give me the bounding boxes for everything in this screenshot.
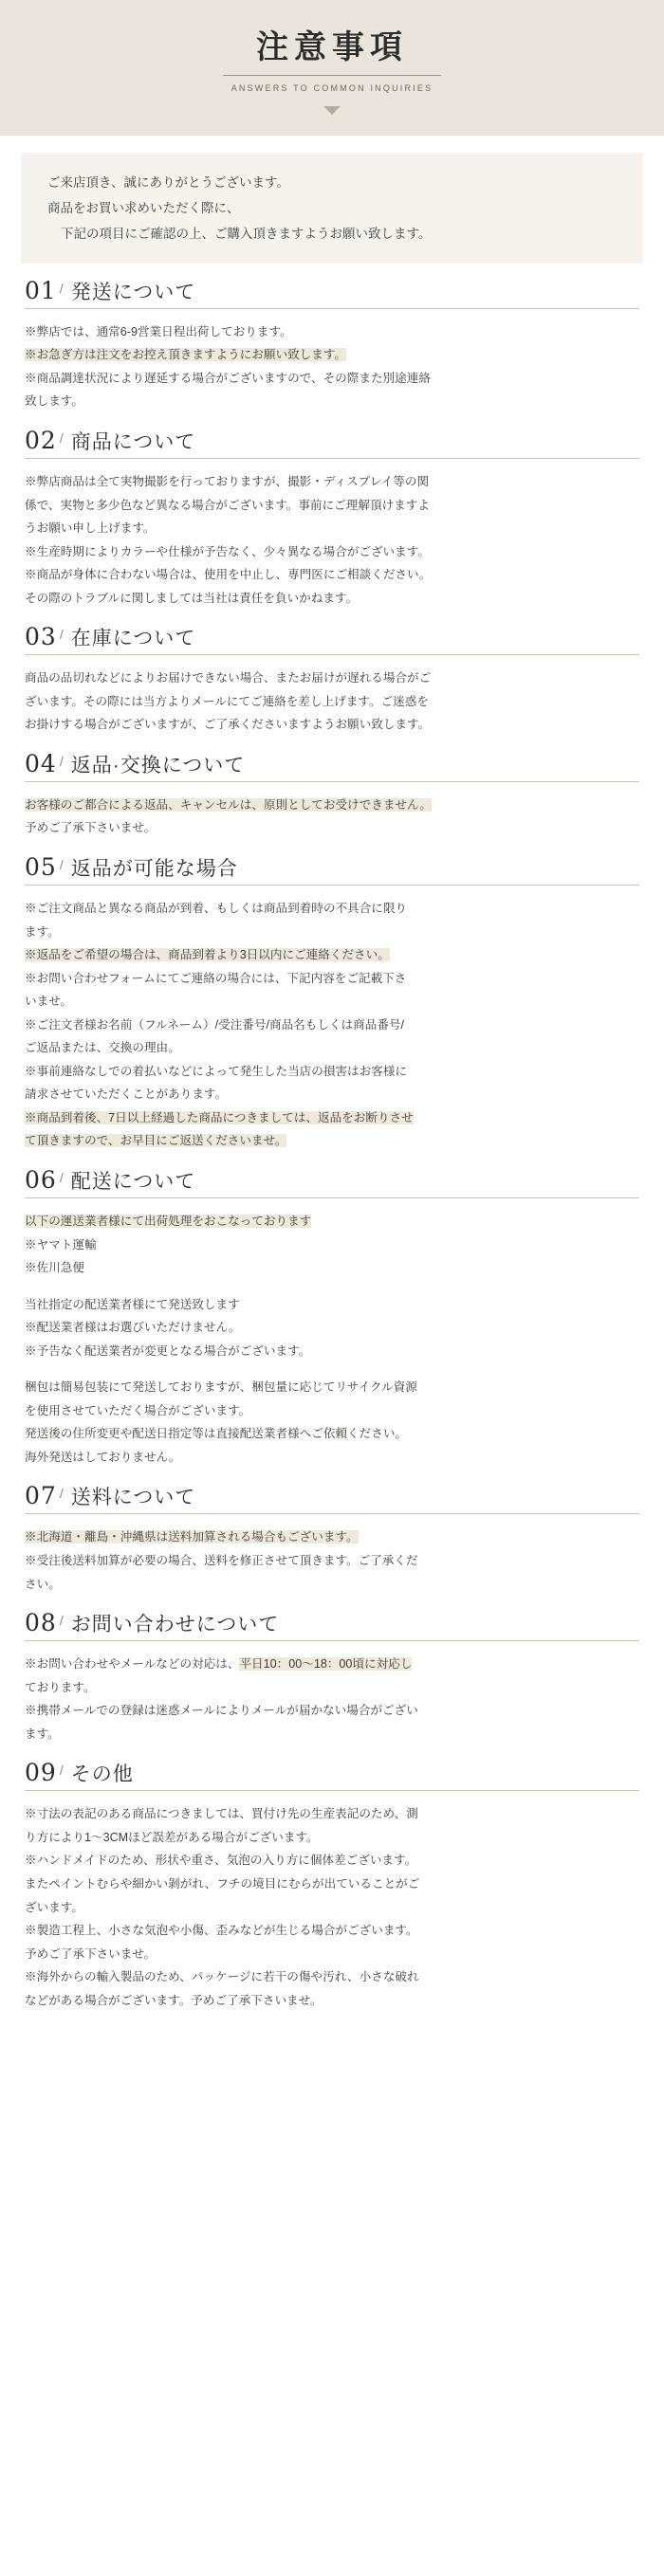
section-body — [25, 794, 639, 840]
body-line: ※予告なく配送業者が変更となる場合がございます。 — [25, 1343, 311, 1358]
section-number: 01 — [25, 276, 57, 304]
section-number: 02 — [25, 426, 57, 454]
section-header — [25, 426, 639, 459]
intro-box — [21, 153, 643, 264]
body-line: 発送後の住所変更や配送日指定等は直接配送業者様へご依頼ください。 — [25, 1427, 407, 1441]
section-02 — [0, 426, 664, 610]
section-header — [25, 855, 639, 886]
highlighted-text: ※返品をご希望の場合は、商品到着より3日以内にご連絡ください。 — [25, 948, 390, 962]
section-title: 発送について — [70, 281, 196, 303]
slash-separator-icon: / — [59, 1486, 64, 1502]
section-header — [25, 1761, 639, 1791]
body-line: ※商品調達状況により遅延する場合がございますので、その際また別途連絡 — [25, 371, 431, 385]
section-number: 09 — [25, 1759, 57, 1787]
section-title: 商品について — [70, 430, 196, 453]
body-line: ※海外からの輸入製品のため、パッケージに若干の傷や汚れ、小さな破れ — [25, 1970, 419, 1984]
slash-separator-icon: / — [59, 429, 64, 446]
section-header — [25, 1611, 639, 1641]
page-subtitle: ANSWERS TO COMMON INQUIRIES — [231, 82, 433, 93]
body-line: を使用させていただく場合がございます。 — [25, 1403, 251, 1417]
body-line: 梱包は簡易包装にて発送しておりますが、梱包量に応じてリサイクル資源 — [25, 1380, 417, 1395]
body-line: などがある場合がございます。予めご了承下さいませ。 — [25, 1993, 323, 2007]
section-01 — [0, 276, 664, 413]
highlighted-text: 以下の運送業者様にて出荷処理をおこなっております — [25, 1215, 312, 1229]
body-line: その際のトラブルに関しましては当社は責任を負いかねます。 — [25, 591, 359, 605]
body-line: 予めご了承下さいませ。 — [25, 1946, 157, 1961]
section-title: お問い合わせについて — [70, 1614, 280, 1636]
section-title: 返品·交換について — [70, 754, 246, 776]
body-line — [25, 943, 639, 967]
body-line: ※ご注文商品と異なる商品が到着、もしくは商品到着時の不具合に限り — [25, 902, 407, 915]
body-line: ※配送業者様はお選びいただけません。 — [25, 1321, 241, 1335]
highlighted-text: ※商品到着後、7日以上経過した商品につきましては、返品をお断りさせ — [25, 1110, 414, 1124]
body-line: ※佐川急便 — [25, 1261, 84, 1275]
section-header — [25, 1484, 639, 1514]
body-line: ※受注後送料加算が必要の場合、送料を修正させて頂きます。ご了承くだ — [25, 1554, 418, 1568]
body-line — [25, 1526, 639, 1549]
page-title: 注意事項 — [256, 28, 408, 66]
intro-line-2: 商品をお買い求めいただく際に、 — [47, 200, 240, 215]
section-header — [25, 749, 639, 782]
body-line: 当社指定の配送業者様にて発送致します — [25, 1297, 240, 1311]
slash-separator-icon: / — [59, 1170, 64, 1186]
highlighted-text: 平日10：00～18：00頃に対応し — [239, 1657, 413, 1672]
section-body — [25, 320, 639, 413]
body-line — [25, 1210, 639, 1233]
section-08 — [0, 1611, 664, 1745]
page-tail-spacer — [0, 2012, 664, 2037]
body-line: ざいます。その際には当方よりメールにてご連絡を差し上げます。ご迷惑を — [25, 694, 429, 708]
section-header — [25, 276, 639, 309]
highlighted-text: ※北海道・離島・沖縄県は送料加算される場合もございます。 — [25, 1530, 359, 1544]
slash-separator-icon: / — [59, 627, 64, 643]
body-line: ※ヤマト運輸 — [25, 1237, 97, 1251]
body-line: ※事前連絡なしでの着払いなどによって発生した当店の損害はお客様に — [25, 1064, 407, 1078]
section-header — [25, 1168, 639, 1198]
body-line — [25, 1106, 639, 1130]
body-line: 致します。 — [25, 394, 83, 409]
body-line: ご返品または、交換の理由。 — [25, 1041, 180, 1055]
section-number: 05 — [25, 853, 57, 881]
section-number: 07 — [25, 1482, 57, 1510]
body-line: ※製造工程上、小さな気泡や小傷、歪みなどが生じる場合がございます。 — [25, 1924, 418, 1938]
section-body — [25, 1210, 639, 1469]
section-title: 配送について — [70, 1171, 196, 1194]
slash-separator-icon: / — [59, 1613, 64, 1629]
body-line: ※生産時期によりカラーや仕様が予告なく、少々異なる場合がございます。 — [25, 544, 430, 558]
section-title: 返品が可能な場合 — [70, 858, 238, 880]
paragraph-spacer — [25, 1362, 639, 1376]
body-line: ざいます。 — [25, 1900, 83, 1914]
section-body — [25, 1802, 639, 2012]
section-number: 04 — [25, 749, 57, 777]
body-line: ※商品が身体に合わない場合は、使用を中止し、専門医にご相談ください。 — [25, 568, 432, 582]
section-07 — [0, 1484, 664, 1596]
section-04 — [0, 749, 664, 840]
body-line — [25, 794, 639, 817]
highlighted-text: て頂きますので、お早目にご返送くださいませ。 — [25, 1134, 287, 1148]
section-03 — [0, 625, 664, 737]
body-line: 係で、実物と多少色など異なる場合がございます。事前にご理解頂けますよ — [25, 498, 430, 512]
section-title: 送料について — [70, 1487, 196, 1509]
slash-separator-icon: / — [59, 280, 64, 296]
body-line — [25, 343, 639, 367]
section-body — [25, 1653, 639, 1745]
body-line: ※ハンドメイドのため、形状や重さ、気泡の入り方に個体差ございます。 — [25, 1854, 417, 1868]
slash-separator-icon: / — [59, 753, 64, 769]
body-line: いませ。 — [25, 995, 72, 1009]
highlighted-text: ※お急ぎ方は注文をお控え頂きますようにお願い致します。 — [25, 348, 347, 362]
section-05 — [0, 855, 664, 1153]
section-body — [25, 1526, 639, 1596]
section-body — [25, 667, 639, 737]
body-line: さい。 — [25, 1577, 61, 1591]
body-line: 商品の品切れなどによりお届けできない場合、またお届けが遅れる場合がご — [25, 671, 432, 685]
body-line — [25, 1129, 639, 1153]
paragraph-spacer — [25, 1280, 639, 1293]
body-line: ※寸法の表記のある商品につきましては、買付け先の生産表記のため、測 — [25, 1807, 418, 1821]
body-line: 海外発送はしておりません。 — [25, 1450, 181, 1464]
section-header — [25, 625, 639, 655]
highlighted-text: お客様のご都合による返品、キャンセルは、原則としてお受けできません。 — [25, 797, 432, 812]
body-line: ※お問い合わせフォームにてご連絡の場合には、下記内容をご記載下さ — [25, 971, 407, 985]
down-arrow-icon — [323, 106, 341, 115]
body-line: またペイントむらや細かい剝がれ、フチの境目にむらが出ていることがご — [25, 1876, 420, 1891]
body-line: 予めご了承下さいませ。 — [25, 821, 157, 835]
body-line: ※弊店では、通常6-9営業日程出荷しております。 — [25, 324, 292, 338]
body-line: り方により1～3CMほど誤差がある場合がございます。 — [25, 1830, 319, 1844]
section-body — [25, 470, 639, 610]
body-line: ※携帯メールでの登録は迷惑メールによりメールが届かない場合がござい — [25, 1704, 418, 1718]
page-header — [0, 0, 664, 136]
section-title: その他 — [70, 1763, 134, 1786]
body-line: 請求させていただくことがあります。 — [25, 1087, 228, 1102]
body-line: ます。 — [25, 924, 60, 939]
intro-line-1: ご来店頂き、誠にありがとうございます。 — [47, 174, 289, 190]
section-06 — [0, 1168, 664, 1469]
section-title: 在庫について — [70, 628, 196, 650]
section-number: 08 — [25, 1609, 57, 1637]
body-text: ※お問い合わせやメールなどの対応は、 — [25, 1657, 240, 1672]
section-09 — [0, 1761, 664, 2012]
section-body — [25, 897, 639, 1153]
body-line: うお願い申し上げます。 — [25, 521, 156, 536]
body-line — [25, 1653, 639, 1676]
section-number: 06 — [25, 1166, 57, 1195]
body-line: ※弊店商品は全て実物撮影を行っておりますが、撮影・ディスプレイ等の関 — [25, 474, 430, 488]
slash-separator-icon: / — [59, 857, 64, 872]
body-line: ます。 — [25, 1726, 60, 1741]
body-line: ております。 — [25, 1680, 96, 1694]
intro-line-3: 下記の項目にご確認の上、ご購入頂きますようお願い致します。 — [61, 226, 432, 241]
body-line: ※ご注文者様お名前（フルネーム）/受注番号/商品名もしくは商品番号/ — [25, 1017, 405, 1032]
section-number: 03 — [25, 623, 57, 651]
sections-container — [0, 276, 664, 2012]
body-line: お掛けする場合がございますが、ご了承くださいますようお願い致します。 — [25, 718, 431, 732]
slash-separator-icon: / — [59, 1763, 64, 1779]
title-divider — [223, 75, 441, 76]
